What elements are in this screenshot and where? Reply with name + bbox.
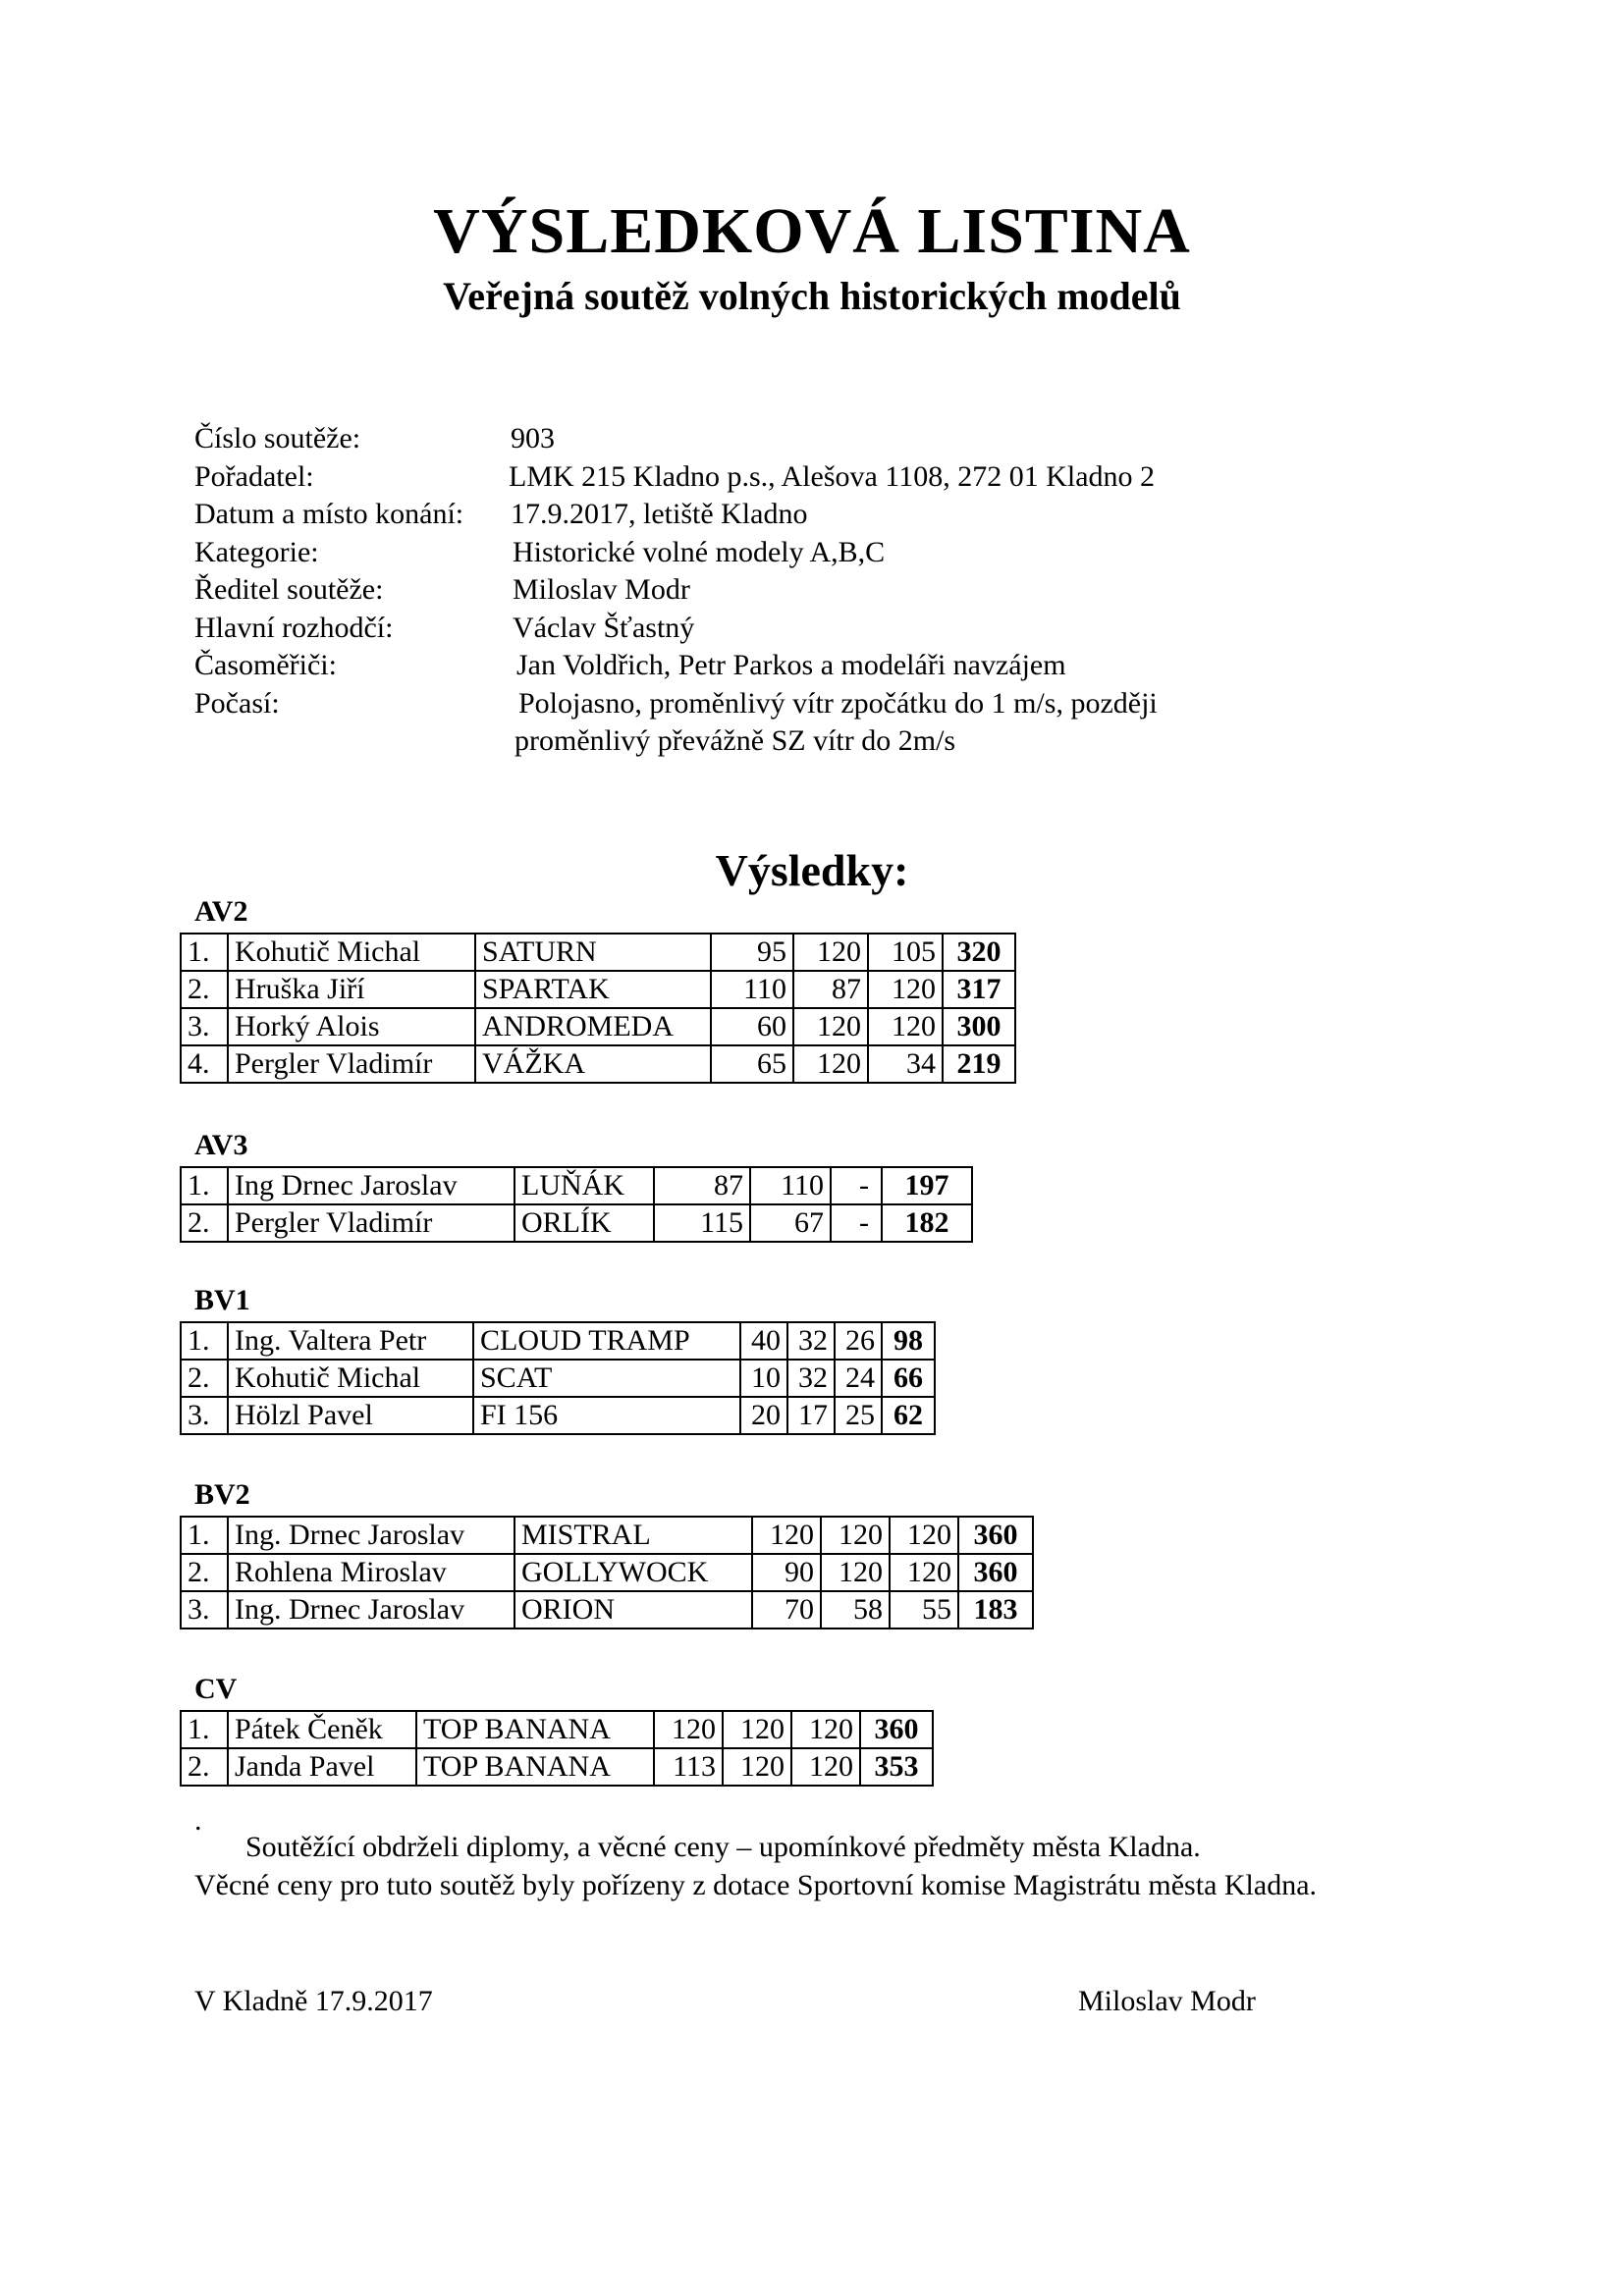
rank-cell: 1.	[181, 1167, 228, 1204]
flight-cell: 55	[890, 1591, 958, 1629]
name-cell: Ing Drnec Jaroslav	[228, 1167, 514, 1204]
info-value: Václav Šťastný	[513, 611, 695, 644]
flight-cell: 120	[723, 1748, 791, 1786]
name-cell: Pergler Vladimír	[228, 1045, 475, 1083]
name-cell: Horký Alois	[228, 1008, 475, 1045]
model-cell: GOLLYWOCK	[514, 1554, 752, 1591]
table-row	[181, 1204, 972, 1242]
flight-cell: 110	[711, 971, 793, 1008]
flight-cell: 95	[711, 934, 793, 971]
results-table-av2	[180, 933, 1016, 1084]
rank-cell: 1.	[181, 1711, 228, 1748]
rank-cell: 2.	[181, 1204, 228, 1242]
category-heading-bv1: BV1	[194, 1284, 250, 1316]
model-cell: ORLÍK	[514, 1204, 654, 1242]
model-cell: TOP BANANA	[416, 1711, 654, 1748]
flight-cell: 25	[835, 1397, 882, 1434]
flight-cell: 20	[740, 1397, 787, 1434]
name-cell: Ing. Valtera Petr	[228, 1322, 473, 1360]
flight-cell: 120	[793, 934, 868, 971]
flight-cell: 32	[787, 1360, 835, 1397]
flight-cell: 120	[868, 1008, 943, 1045]
info-value: 903	[511, 422, 555, 454]
table-row	[181, 1045, 1015, 1083]
model-cell: SCAT	[473, 1360, 740, 1397]
total-cell: 300	[943, 1008, 1015, 1045]
flight-cell: 120	[791, 1748, 860, 1786]
flight-cell: 120	[752, 1517, 821, 1554]
flight-cell: 10	[740, 1360, 787, 1397]
name-cell: Kohutič Michal	[228, 1360, 473, 1397]
table-row	[181, 1360, 935, 1397]
flight-cell: 120	[821, 1517, 890, 1554]
flight-cell: 120	[654, 1711, 723, 1748]
model-cell: TOP BANANA	[416, 1748, 654, 1786]
rank-cell: 1.	[181, 1322, 228, 1360]
flight-cell: 70	[752, 1591, 821, 1629]
total-cell: 182	[882, 1204, 972, 1242]
info-label: Časoměřiči:	[194, 649, 337, 681]
results-table-bv1	[180, 1321, 936, 1435]
info-label: Počasí:	[194, 686, 280, 720]
table-row	[181, 1167, 972, 1204]
flight-cell: 120	[890, 1517, 958, 1554]
name-cell: Ing. Drnec Jaroslav	[228, 1517, 514, 1554]
rank-cell: 1.	[181, 934, 228, 971]
flight-cell: 24	[835, 1360, 882, 1397]
total-cell: 317	[943, 971, 1015, 1008]
total-cell: 360	[958, 1554, 1033, 1591]
flight-cell: 120	[793, 1045, 868, 1083]
info-value: Historické volné modely A,B,C	[513, 535, 886, 568]
model-cell: VÁŽKA	[475, 1045, 711, 1083]
table-row	[181, 1517, 1033, 1554]
info-value: proměnlivý převážně SZ vítr do 2m/s	[514, 724, 956, 757]
name-cell: Pátek Čeněk	[228, 1711, 416, 1748]
flight-cell: 60	[711, 1008, 793, 1045]
info-label: Číslo soutěže:	[194, 422, 361, 454]
results-heading: Výsledky:	[715, 845, 909, 895]
rank-cell: 4.	[181, 1045, 228, 1083]
total-cell: 197	[882, 1167, 972, 1204]
model-cell: CLOUD TRAMP	[473, 1322, 740, 1360]
rank-cell: 3.	[181, 1008, 228, 1045]
name-cell: Hruška Jiří	[228, 971, 475, 1008]
signature-name: Miloslav Modr	[1078, 1985, 1256, 2017]
flight-cell: 110	[750, 1167, 831, 1204]
closing-paragraph	[194, 1828, 1373, 1904]
flight-cell: 120	[821, 1554, 890, 1591]
table-row	[181, 971, 1015, 1008]
stray-dot: .	[194, 1804, 202, 1837]
rank-cell: 3.	[181, 1397, 228, 1434]
results-table-av3	[180, 1166, 973, 1243]
model-cell: MISTRAL	[514, 1517, 752, 1554]
flight-cell: 113	[654, 1748, 723, 1786]
model-cell: SPARTAK	[475, 971, 711, 1008]
info-value: Miloslav Modr	[513, 573, 690, 606]
total-cell: 320	[943, 934, 1015, 971]
place-date: V Kladně 17.9.2017	[194, 1985, 433, 2017]
flight-cell: 65	[711, 1045, 793, 1083]
flight-cell: 90	[752, 1554, 821, 1591]
rank-cell: 2.	[181, 1748, 228, 1786]
flight-cell: 120	[890, 1554, 958, 1591]
flight-cell: 105	[868, 934, 943, 971]
results-table-cv	[180, 1710, 934, 1787]
total-cell: 353	[860, 1748, 933, 1786]
model-cell: ANDROMEDA	[475, 1008, 711, 1045]
flight-cell: 115	[654, 1204, 750, 1242]
table-row	[181, 1748, 933, 1786]
flight-cell: 67	[750, 1204, 831, 1242]
table-row	[181, 1397, 935, 1434]
flight-cell: 120	[723, 1711, 791, 1748]
rank-cell: 1.	[181, 1517, 228, 1554]
info-value: 17.9.2017, letiště Kladno	[511, 498, 808, 530]
flight-cell: 120	[791, 1711, 860, 1748]
flight-cell: 87	[793, 971, 868, 1008]
table-row	[181, 1322, 935, 1360]
info-label: Pořadatel:	[194, 459, 314, 493]
paragraph-line: Soutěžící obdrželi diplomy, a věcné ceny – upomínkové předměty města Kladna.	[245, 1831, 1201, 1863]
flight-cell: 40	[740, 1322, 787, 1360]
category-heading-av3: AV3	[194, 1129, 248, 1161]
total-cell: 66	[882, 1360, 935, 1397]
document-title: VÝSLEDKOVÁ LISTINA	[433, 195, 1191, 267]
info-label: Ředitel soutěže:	[194, 573, 384, 606]
info-value: Jan Voldřich, Petr Parkos a modeláři navzájem	[516, 649, 1066, 681]
info-value: LMK 215 Kladno p.s., Alešova 1108, 272 01 Kladno 2	[509, 459, 1156, 493]
flight-cell: 26	[835, 1322, 882, 1360]
total-cell: 98	[882, 1322, 935, 1360]
flight-cell: 32	[787, 1322, 835, 1360]
name-cell: Janda Pavel	[228, 1748, 416, 1786]
total-cell: 219	[943, 1045, 1015, 1083]
table-row	[181, 1554, 1033, 1591]
rank-cell: 2.	[181, 971, 228, 1008]
flight-cell: 87	[654, 1167, 750, 1204]
name-cell: Hölzl Pavel	[228, 1397, 473, 1434]
rank-cell: 2.	[181, 1554, 228, 1591]
flight-cell: 34	[868, 1045, 943, 1083]
model-cell: ORION	[514, 1591, 752, 1629]
results-table-bv2	[180, 1516, 1034, 1629]
table-row	[181, 934, 1015, 971]
total-cell: 183	[958, 1591, 1033, 1629]
flight-cell: 58	[821, 1591, 890, 1629]
document-subtitle: Veřejná soutěž volných historických modelů	[443, 274, 1181, 318]
name-cell: Rohlena Miroslav	[228, 1554, 514, 1591]
table-row	[181, 1711, 933, 1748]
flight-cell: -	[831, 1167, 882, 1204]
name-cell: Kohutič Michal	[228, 934, 475, 971]
info-label: Kategorie:	[194, 535, 319, 568]
flight-cell: 17	[787, 1397, 835, 1434]
flight-cell: -	[831, 1204, 882, 1242]
table-row	[181, 1591, 1033, 1629]
info-label: Datum a místo konání:	[194, 498, 464, 530]
name-cell: Pergler Vladimír	[228, 1204, 514, 1242]
table-row	[181, 1008, 1015, 1045]
model-cell: SATURN	[475, 934, 711, 971]
total-cell: 62	[882, 1397, 935, 1434]
flight-cell: 120	[868, 971, 943, 1008]
category-heading-bv2: BV2	[194, 1478, 250, 1511]
flight-cell: 120	[793, 1008, 868, 1045]
name-cell: Ing. Drnec Jaroslav	[228, 1591, 514, 1629]
info-value: Polojasno, proměnlivý vítr zpočátku do 1 m/s, později	[518, 686, 1158, 720]
rank-cell: 2.	[181, 1360, 228, 1397]
info-label: Hlavní rozhodčí:	[194, 611, 394, 644]
paragraph-line: Věcné ceny pro tuto soutěž byly pořízeny z dotace Sportovní komise Magistrátu města Kladna.	[194, 1869, 1318, 1901]
rank-cell: 3.	[181, 1591, 228, 1629]
total-cell: 360	[958, 1517, 1033, 1554]
total-cell: 360	[860, 1711, 933, 1748]
category-heading-av2: AV2	[194, 895, 248, 928]
category-heading-cv: CV	[194, 1673, 238, 1705]
model-cell: FI 156	[473, 1397, 740, 1434]
model-cell: LUŇÁK	[514, 1167, 654, 1204]
